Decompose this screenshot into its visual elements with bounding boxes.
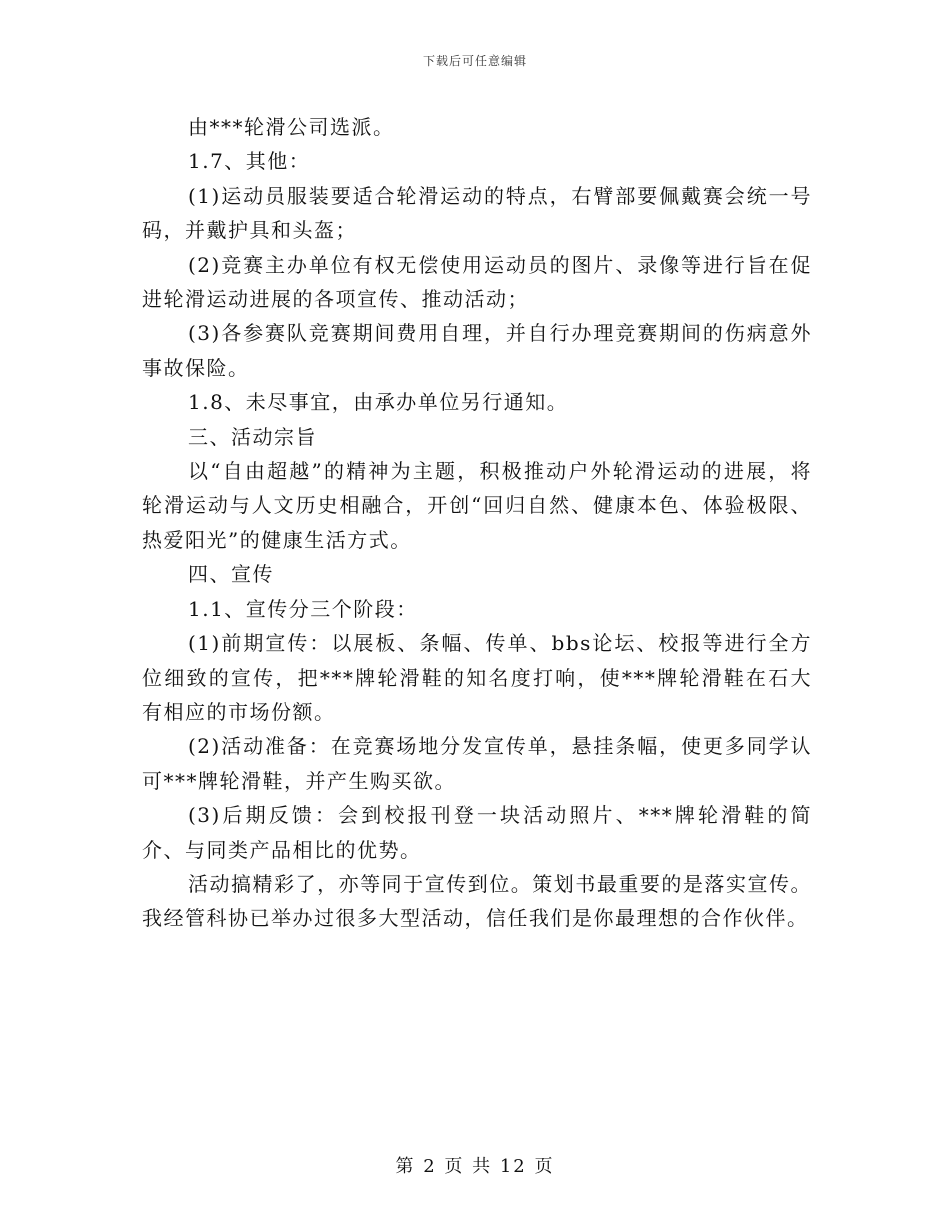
paragraph: (1)运动员服装要适合轮滑运动的特点，右臂部要佩戴赛会统一号码，并戴护具和头盔； [142, 183, 812, 243]
paragraph: 以“自由超越”的精神为主题，积极推动户外轮滑运动的进展，将轮滑运动与人文历史相融合，开创“回归自然、健康本色、体验极限、热爱阳光”的健康生活方式。 [142, 459, 812, 552]
document-body [142, 110, 812, 936]
paragraph: (3)各参赛队竞赛期间费用自理，并自行办理竞赛期间的伤病意外事故保险。 [142, 321, 812, 380]
paragraph: 1.8、未尽事宜，由承办单位另行通知。 [188, 390, 569, 415]
paragraph: 1.1、宣传分三个阶段： [188, 596, 418, 621]
paragraph: (3)后期反馈：会到校报刊登一块活动照片、***牌轮滑鞋的简介、与同类产品相比的优势。 [142, 803, 812, 862]
paragraph: 由***轮滑公司选派。 [188, 115, 395, 139]
paragraph: (1)前期宣传：以展板、条幅、传单、bbs论坛、校报等进行全方位细致的宣传，把***牌轮滑鞋的知名度打响，使***牌轮滑鞋在石大有相应的市场份额。 [142, 631, 812, 724]
section-heading: 三、活动宗旨 [188, 424, 317, 449]
paragraph: (2)活动准备：在竞赛场地分发宣传单，悬挂条幅，使更多同学认可***牌轮滑鞋，并产生购买欲。 [142, 734, 812, 793]
paragraph: (2)竞赛主办单位有权无偿使用运动员的图片、录像等进行旨在促进轮滑运动进展的各项宣传、推动活动； [142, 252, 812, 312]
paragraph: 活动搞精彩了，亦等同于宣传到位。策划书最重要的是落实宣传。我经管科协已举办过很多大型活动，信任我们是你最理想的合作伙伴。 [142, 871, 812, 931]
page-number: 第 2 页 共 12 页 [395, 1156, 555, 1177]
page-header: 下载后可任意编辑 [422, 54, 527, 68]
section-heading: 四、宣传 [188, 562, 274, 587]
paragraph: 1.7、其他： [188, 149, 311, 174]
